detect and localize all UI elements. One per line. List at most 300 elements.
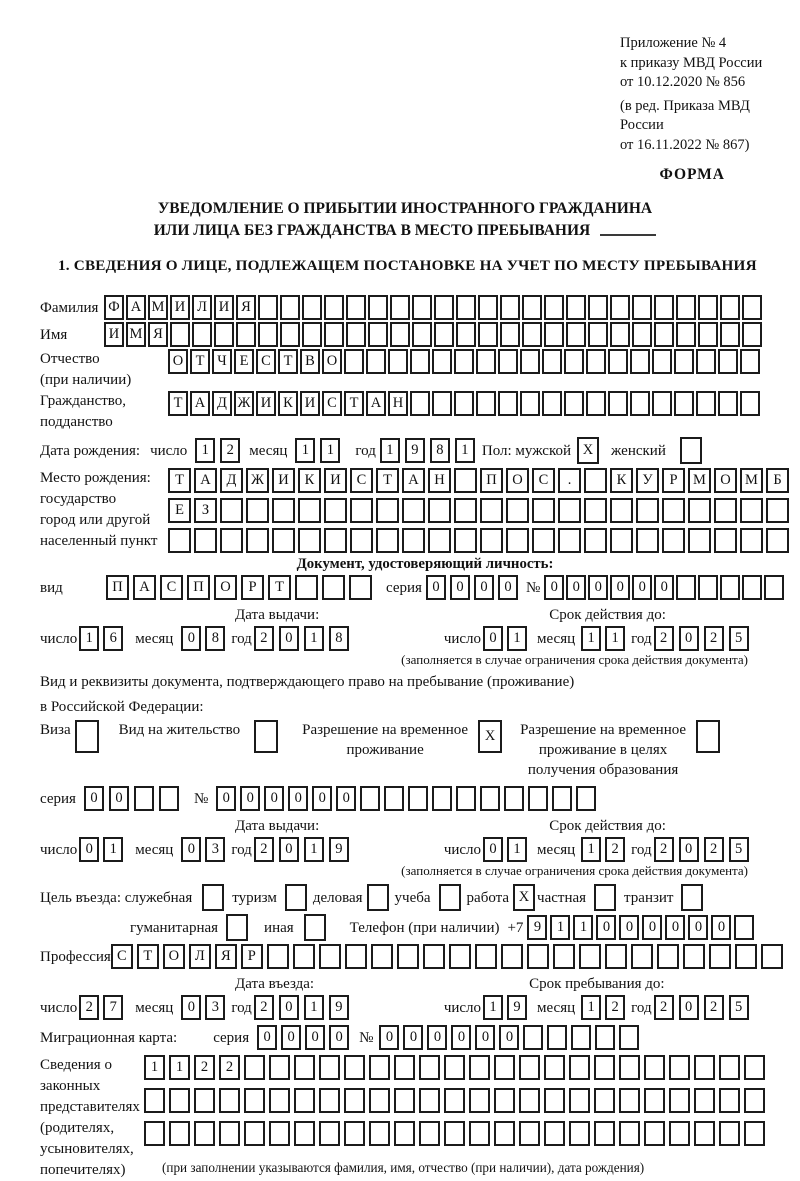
char-cell	[350, 528, 373, 553]
char-cell	[220, 528, 243, 553]
char-cell-rows	[168, 391, 762, 416]
char-cell	[644, 1088, 665, 1113]
field-label: город или другой	[40, 512, 151, 528]
char-cell: 2	[654, 626, 674, 651]
field-label: Гражданство,	[40, 393, 127, 409]
char-cell: 9	[329, 995, 349, 1020]
char-cell: 2	[704, 626, 724, 651]
char-cell	[194, 1121, 215, 1146]
residence-doc-options	[40, 720, 770, 780]
char-cell: 1	[79, 626, 99, 651]
char-cell	[719, 1055, 740, 1080]
char-cell	[532, 528, 555, 553]
char-cell	[220, 498, 243, 523]
field-label: месяц	[135, 841, 174, 858]
char-cell	[630, 349, 650, 374]
char-cell	[302, 322, 322, 347]
char-cell	[523, 1025, 543, 1050]
char-cell	[619, 1025, 639, 1050]
field-label: №	[359, 1029, 374, 1046]
char-cell	[169, 1121, 190, 1146]
char-cell: 0	[450, 575, 470, 600]
char-cell	[159, 786, 179, 811]
char-cell: 5	[729, 626, 749, 651]
char-cell: 2	[605, 837, 625, 862]
form-body	[40, 295, 782, 1181]
char-cell	[588, 322, 608, 347]
char-cell	[478, 295, 498, 320]
entry-dates-captions	[40, 974, 770, 994]
char-cell: 0	[216, 786, 236, 811]
char-cell	[324, 528, 347, 553]
char-cell: 0	[84, 786, 104, 811]
char-cell-row	[106, 575, 376, 600]
field-label: усыновителях,	[40, 1141, 134, 1157]
char-cell	[170, 322, 190, 347]
char-cell: П	[106, 575, 129, 600]
char-cell-row	[581, 626, 629, 651]
char-cell: 0	[426, 575, 446, 600]
char-cell	[344, 349, 364, 374]
char-cell: А	[190, 391, 210, 416]
char-cell	[608, 349, 628, 374]
char-cell	[504, 786, 524, 811]
char-cell	[719, 1088, 740, 1113]
spacer	[616, 897, 624, 898]
char-cell	[676, 295, 696, 320]
field-label: Дата выдачи:	[235, 607, 320, 623]
char-cell: К	[298, 468, 321, 493]
char-cell	[506, 498, 529, 523]
title-blank-underline	[600, 234, 656, 236]
char-cell-row	[84, 786, 184, 811]
checkbox-cell	[75, 720, 99, 753]
char-cell-row	[168, 468, 792, 493]
char-cell	[657, 944, 679, 969]
residence-issue-expiry-row	[40, 837, 770, 862]
checkbox-cell: X	[577, 437, 599, 464]
char-cell	[669, 1088, 690, 1113]
field-label: серия	[213, 1029, 250, 1046]
char-cell	[766, 528, 789, 553]
char-cell: Б	[766, 468, 789, 493]
char-cell	[519, 1055, 540, 1080]
spacer	[192, 897, 202, 898]
char-cell	[542, 391, 562, 416]
field-label-column	[40, 1055, 144, 1181]
char-cell-row	[216, 786, 600, 811]
char-cell-row	[380, 438, 480, 463]
char-cell	[544, 1055, 565, 1080]
appendix-line: Приложение № 4	[620, 35, 727, 51]
char-cell: 1	[581, 626, 601, 651]
char-cell	[319, 1088, 340, 1113]
char-cell	[742, 295, 762, 320]
char-cell	[219, 1088, 240, 1113]
spacer	[499, 927, 507, 928]
char-cell	[742, 575, 762, 600]
char-cell	[428, 528, 451, 553]
char-cell	[674, 349, 694, 374]
char-cell	[134, 786, 154, 811]
char-cell	[480, 786, 500, 811]
char-cell: Ч	[212, 349, 232, 374]
char-cell: 1	[169, 1055, 190, 1080]
char-cell: Д	[220, 468, 243, 493]
field-label: учеба	[394, 889, 431, 906]
char-cell	[344, 1121, 365, 1146]
char-cell	[579, 944, 601, 969]
char-cell-row	[581, 995, 629, 1020]
char-cell: 7	[103, 995, 123, 1020]
char-cell	[494, 1055, 515, 1080]
char-cell	[669, 1055, 690, 1080]
spacer	[502, 720, 520, 721]
char-cell	[564, 349, 584, 374]
char-cell: Т	[344, 391, 364, 416]
char-cell: 0	[181, 995, 201, 1020]
char-cell	[610, 295, 630, 320]
char-cell: М	[148, 295, 168, 320]
char-cell	[294, 1121, 315, 1146]
char-cell	[564, 391, 584, 416]
char-cell	[394, 1121, 415, 1146]
checkbox-cell	[285, 884, 307, 911]
char-cell: 2	[704, 995, 724, 1020]
char-cell: Т	[137, 944, 159, 969]
spacer	[586, 897, 594, 898]
char-cell-row	[527, 915, 757, 940]
char-cell	[324, 498, 347, 523]
char-cell-row	[168, 498, 792, 523]
option-label: Разрешение на временное проживание	[302, 722, 469, 758]
checkbox-cell	[202, 884, 224, 911]
char-cell-row	[181, 626, 229, 651]
char-cell	[454, 498, 477, 523]
char-cell	[571, 1025, 591, 1050]
char-cell: П	[187, 575, 210, 600]
spacer	[127, 638, 135, 639]
char-cell: 3	[205, 837, 225, 862]
char-cell	[419, 1055, 440, 1080]
char-cell-row	[654, 837, 754, 862]
spacer	[376, 587, 386, 588]
char-cell: 2	[254, 995, 274, 1020]
char-cell-row	[104, 295, 764, 320]
spacer	[127, 849, 135, 850]
field-label: год	[231, 999, 252, 1016]
char-cell	[694, 1121, 715, 1146]
char-cell-row	[379, 1025, 643, 1050]
char-cell: 0	[403, 1025, 423, 1050]
char-cell	[267, 944, 289, 969]
doc-dates-captions	[40, 605, 770, 625]
char-cell: С	[532, 468, 555, 493]
char-cell: П	[480, 468, 503, 493]
char-cell	[324, 322, 344, 347]
char-cell: 0	[279, 995, 299, 1020]
field-label: представителях	[40, 1099, 140, 1115]
birth-date-row	[40, 437, 770, 464]
char-cell	[595, 1025, 615, 1050]
field-label: транзит	[624, 889, 674, 906]
char-cell	[714, 498, 737, 523]
field-label: месяц	[537, 999, 576, 1016]
field-label: год	[231, 630, 252, 647]
char-cell-row	[168, 391, 762, 416]
char-cell	[522, 322, 542, 347]
form-title-line-2-text: ИЛИ ЛИЦА БЕЗ ГРАЖДАНСТВА В МЕСТО ПРЕБЫВАНИЯ	[153, 222, 591, 239]
char-cell	[544, 322, 564, 347]
char-cell	[214, 322, 234, 347]
spacer	[173, 849, 181, 850]
char-cell	[501, 944, 523, 969]
char-cell: 0	[665, 915, 685, 940]
char-cell	[293, 944, 315, 969]
char-cell	[302, 295, 322, 320]
field-label: Профессия	[40, 948, 111, 965]
spacer	[249, 1037, 257, 1038]
entry-purpose-row	[40, 884, 770, 911]
char-cell	[696, 391, 716, 416]
spacer	[294, 927, 304, 928]
char-cell	[272, 498, 295, 523]
char-cell	[532, 498, 555, 523]
char-cell	[740, 528, 763, 553]
char-cell	[698, 295, 718, 320]
char-cell	[269, 1055, 290, 1080]
char-cell	[349, 575, 372, 600]
char-cell	[619, 1088, 640, 1113]
char-cell-row	[144, 1088, 769, 1113]
char-cell: К	[610, 468, 633, 493]
char-cell	[683, 944, 705, 969]
field-label: Миграционная карта:	[40, 1029, 178, 1046]
char-cell	[412, 295, 432, 320]
char-cell	[569, 1088, 590, 1113]
char-cell	[676, 322, 696, 347]
char-cell: И	[300, 391, 320, 416]
patronymic-row	[40, 349, 770, 391]
char-cell	[506, 528, 529, 553]
char-cell: 0	[619, 915, 639, 940]
char-cell	[576, 786, 596, 811]
field-label: Дата рождения:	[40, 442, 141, 459]
char-cell	[369, 1055, 390, 1080]
field-label: частная	[537, 889, 587, 906]
char-cell	[586, 349, 606, 374]
doc-issue-expiry-row	[40, 626, 770, 651]
field-label: год	[631, 841, 652, 858]
char-cell	[498, 349, 518, 374]
spacer	[173, 638, 181, 639]
char-cell-row	[483, 837, 531, 862]
field-label: Срок пребывания до:	[529, 976, 665, 992]
field-label: иная	[264, 919, 294, 936]
char-cell	[369, 1088, 390, 1113]
char-cell: 2	[654, 995, 674, 1020]
char-cell: О	[322, 349, 342, 374]
char-cell: 0	[483, 626, 503, 651]
char-cell: 1	[483, 995, 503, 1020]
char-cell-row	[295, 438, 345, 463]
spacer	[240, 720, 254, 721]
char-cell	[500, 322, 520, 347]
field-label: государство	[40, 491, 117, 507]
char-cell: 8	[430, 438, 450, 463]
char-cell	[402, 498, 425, 523]
char-cell	[394, 1088, 415, 1113]
char-cell: Д	[212, 391, 232, 416]
char-cell	[588, 295, 608, 320]
char-cell	[630, 391, 650, 416]
char-cell	[475, 944, 497, 969]
field-label: год	[355, 442, 376, 459]
char-cell	[456, 322, 476, 347]
char-cell	[280, 322, 300, 347]
spacer	[208, 798, 216, 799]
char-cell: 5	[729, 837, 749, 862]
char-cell: Ж	[246, 468, 269, 493]
char-cell: 2	[79, 995, 99, 1020]
char-cell: О	[714, 468, 737, 493]
char-cell-row	[483, 995, 531, 1020]
spacer	[248, 927, 264, 928]
field-label: вид	[40, 579, 63, 596]
char-cell: У	[636, 468, 659, 493]
field-label: населенный пункт	[40, 533, 158, 549]
char-cell-rows	[168, 468, 792, 553]
char-cell: Н	[428, 468, 451, 493]
char-cell	[376, 498, 399, 523]
char-cell	[454, 468, 477, 493]
char-cell	[654, 295, 674, 320]
char-cell	[498, 391, 518, 416]
field-label: Виза	[40, 722, 71, 738]
char-cell	[569, 1121, 590, 1146]
char-cell: К	[278, 391, 298, 416]
char-cell	[346, 322, 366, 347]
char-cell: 0	[544, 575, 564, 600]
char-cell: 0	[264, 786, 284, 811]
legal-representatives-rows	[40, 1055, 770, 1181]
char-cell	[456, 786, 476, 811]
char-cell: И	[104, 322, 124, 347]
char-cell	[527, 944, 549, 969]
char-cell: 6	[103, 626, 123, 651]
char-cell	[569, 1055, 590, 1080]
char-cell	[246, 498, 269, 523]
field-label: работа	[466, 889, 510, 906]
char-cell: 1	[304, 626, 324, 651]
char-cell	[454, 391, 474, 416]
field-label-column	[40, 391, 168, 433]
char-cell-row	[168, 349, 762, 374]
char-cell	[144, 1088, 165, 1113]
char-cell: 9	[329, 837, 349, 862]
residence-doc-caption-2: в Российской Федерации:	[40, 699, 204, 715]
migration-card-row	[40, 1025, 770, 1050]
field-label: Фамилия	[40, 299, 99, 316]
char-cell	[586, 391, 606, 416]
char-cell: А	[194, 468, 217, 493]
section-1-heading: 1. СВЕДЕНИЯ О ЛИЦЕ, ПОДЛЕЖАЩЕМ ПОСТАНОВКЕ НА УЧЕТ ПО МЕСТУ ПРЕБЫВАНИЯ	[58, 257, 757, 274]
char-cell: 1	[455, 438, 475, 463]
char-cell: 0	[329, 1025, 349, 1050]
field-label: попечителях)	[40, 1162, 126, 1178]
char-cell-row	[544, 575, 786, 600]
char-cell	[744, 1121, 765, 1146]
appendix-line: к приказу МВД России	[620, 54, 763, 71]
char-cell	[718, 349, 738, 374]
char-cell: 1	[304, 995, 324, 1020]
char-cell	[632, 322, 652, 347]
char-cell	[608, 391, 628, 416]
char-cell	[298, 528, 321, 553]
char-cell-rows	[168, 349, 762, 374]
char-cell: 0	[288, 786, 308, 811]
field-label: Телефон (при наличии)	[349, 919, 500, 936]
given-name-row	[40, 322, 770, 347]
checkbox-cell: X	[478, 720, 502, 753]
char-cell	[742, 322, 762, 347]
field-label: месяц	[135, 630, 174, 647]
char-cell	[476, 349, 496, 374]
residence-doc-series-row	[40, 786, 770, 811]
char-cell: 0	[632, 575, 652, 600]
appendix-line: от 10.12.2020 № 856	[620, 74, 746, 90]
char-cell: 3	[205, 995, 225, 1020]
char-cell: 9	[405, 438, 425, 463]
amendment-line: (в ред. Приказа МВД России	[620, 97, 750, 133]
char-cell	[384, 786, 404, 811]
char-cell	[631, 944, 653, 969]
char-cell: 2	[704, 837, 724, 862]
char-cell	[258, 322, 278, 347]
field-label: месяц	[135, 999, 174, 1016]
char-cell	[632, 295, 652, 320]
char-cell	[744, 1055, 765, 1080]
char-cell	[366, 349, 386, 374]
char-cell: 1	[507, 626, 527, 651]
spacer	[140, 450, 150, 451]
char-cell	[412, 322, 432, 347]
field-label: число	[40, 999, 78, 1016]
char-cell: Е	[168, 498, 191, 523]
form-title	[40, 198, 770, 242]
char-cell	[419, 1088, 440, 1113]
spacer	[76, 798, 84, 799]
field-label: (при наличии)	[40, 372, 132, 388]
char-cell	[478, 322, 498, 347]
char-cell: В	[300, 349, 320, 374]
char-cell-row	[654, 626, 754, 651]
char-cell: Я	[236, 295, 256, 320]
char-cell	[244, 1055, 265, 1080]
char-cell: 1	[507, 837, 527, 862]
spacer	[686, 720, 696, 721]
appendix-reference	[620, 34, 770, 155]
char-cell: 0	[642, 915, 662, 940]
char-cell	[594, 1055, 615, 1080]
spacer	[468, 720, 478, 721]
char-cell	[350, 498, 373, 523]
field-label: год	[631, 630, 652, 647]
field-label: Место рождения:	[40, 470, 151, 486]
char-cell	[376, 528, 399, 553]
field-label: гуманитарная	[130, 919, 219, 936]
char-cell	[319, 944, 341, 969]
